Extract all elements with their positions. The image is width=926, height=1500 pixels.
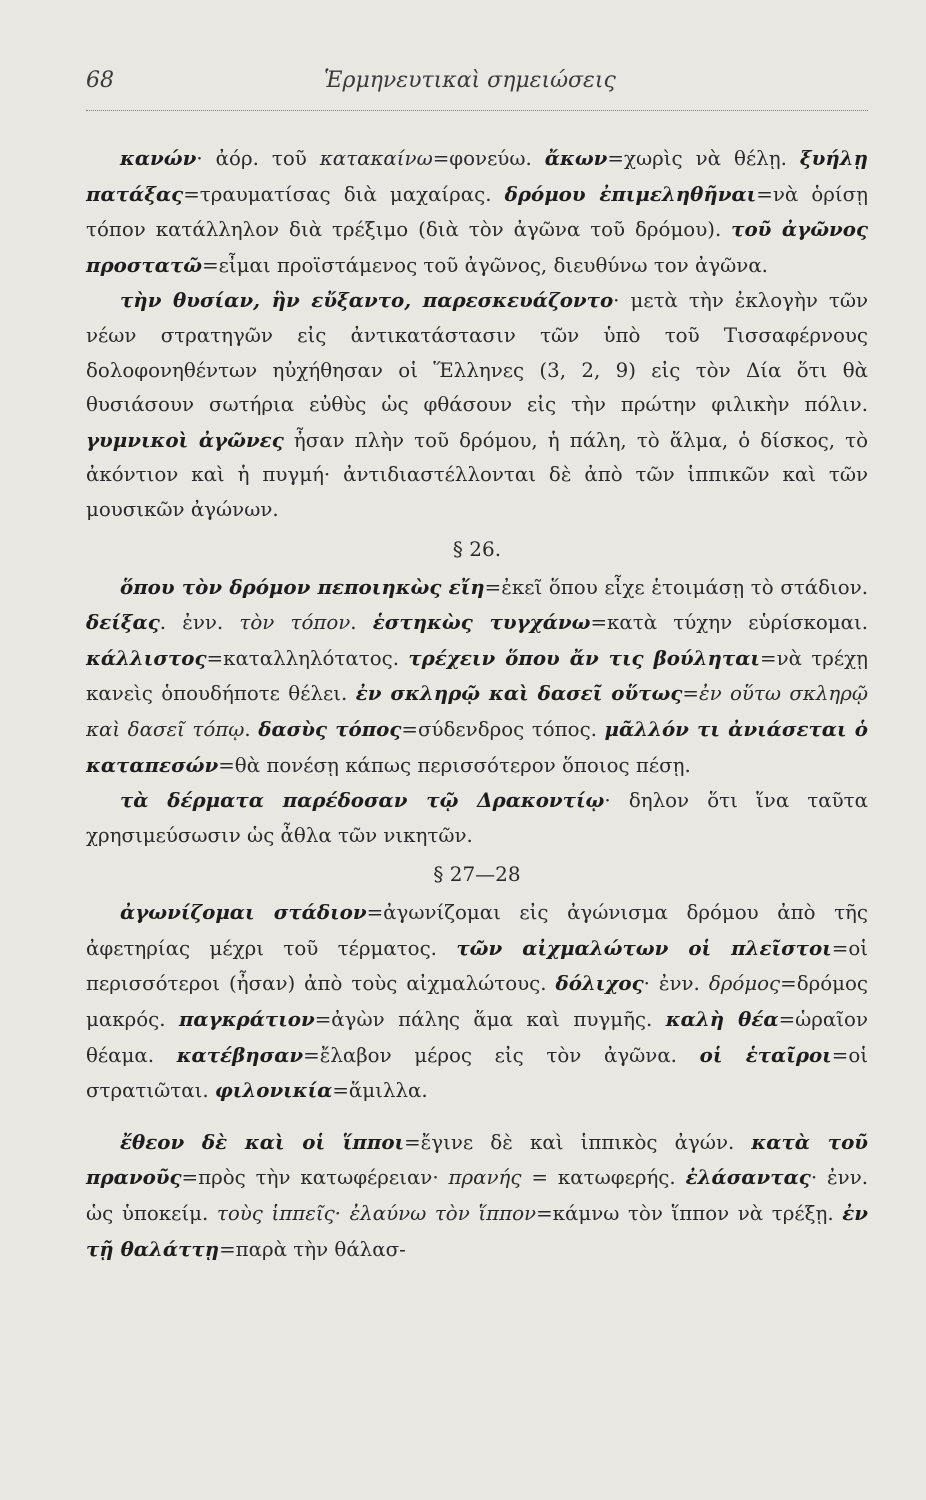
gloss-text: =παρὰ τὴν θάλασ- <box>219 1237 406 1261</box>
gloss-text: =νὰ τρέχῃ κανεὶς ὁπουδήποτε θέλει. <box>86 646 868 706</box>
gloss-text: · δηλον ὅτι ἵνα ταῦτα χρησιμεύσωσιν ὡς ἆθλα τῶν νικητῶν. <box>86 789 868 847</box>
section-heading: § 26. <box>452 536 502 561</box>
page-header <box>86 68 868 102</box>
glossed-term: δασὺς τόπος <box>258 716 402 741</box>
gloss-text: =θὰ πονέσῃ κάπως περισσότερον ὅποιος πέσῃ. <box>218 753 691 777</box>
glossed-term: τὰ δέρματα παρέδοσαν τῷ Δρακοντίῳ <box>120 788 605 813</box>
glossed-term: γυμνικοὶ ἀγῶνες <box>86 427 284 452</box>
gloss-text: =τραυματίσας διὰ μαχαίρας. <box>183 182 505 206</box>
glossed-term: δρόμου ἐπιμεληθῆναι <box>504 181 757 206</box>
paragraph <box>86 283 868 527</box>
italic-phrase: τοὺς ἱππεῖς· ἐλαύνω τὸν ἵππον <box>216 1202 537 1226</box>
gloss-text: =ἀγωνίζομαι εἰς ἀγώνισμα δρόμου ἀπὸ τῆς ἀφετηρίας μέχρι τοῦ τέρματος. <box>86 901 868 960</box>
gloss-text: =ἐκεῖ ὅπου εἶχε ἑτοιμάσῃ τὸ στάδιον. <box>484 575 869 599</box>
glossed-term: τῶν αἰχμαλώτων οἱ πλεῖστοι <box>456 935 832 960</box>
gloss-text: =ἅμιλλα. <box>332 1079 428 1103</box>
gloss-text: =καταλληλότατος. <box>206 646 409 670</box>
gloss-text: · ἐνν. ὡς ὑποκείμ. <box>86 1166 869 1226</box>
header-rule <box>86 110 868 111</box>
gloss-text: · ἐνν. <box>643 972 709 996</box>
body-text <box>86 141 868 1267</box>
gloss-text: =νὰ ὁρίσῃ τόπον κατάλληλον διὰ τρέξιμο (διὰ τὸν ἀγῶνα τοῦ δρόμου). <box>86 182 868 242</box>
glossed-term: ἐν τῇ θαλάττῃ <box>86 1201 869 1261</box>
glossed-term: ἐν σκληρῷ καὶ δασεῖ οὕτως <box>355 681 683 706</box>
gloss-text: =πρὸς τὴν κατωφέρειαν· <box>181 1166 449 1190</box>
glossed-term: κανών <box>120 146 197 170</box>
glossed-term: τοῦ ἀγῶνος προστατῶ <box>86 217 868 277</box>
paragraph <box>86 895 868 1109</box>
gloss-text: =σύδενδρος τόπος. <box>401 717 605 741</box>
running-title: Ἑρμηνευτικαὶ σημειώσεις <box>324 68 616 93</box>
glossed-term: μᾶλλόν τι ἀνιάσεται ὁ καταπεσών <box>86 716 868 777</box>
section-heading: § 27—28 <box>433 862 521 887</box>
paragraph <box>86 1125 868 1267</box>
glossed-term: ξυήλῃ πατάξας <box>86 146 868 206</box>
glossed-term: ὅπου τὸν δρόμον πεποιηκὼς εἴη <box>120 574 485 599</box>
paragraph <box>86 570 868 784</box>
gloss-text: =κάμνω τὸν ἵππον νὰ τρέξῃ. <box>536 1202 843 1226</box>
paragraph <box>86 783 868 853</box>
gloss-text: =εἶμαι προϊστάμενος τοῦ ἀγῶνος, διευθύνω τον ἀγῶνα. <box>202 253 768 277</box>
glossed-term: κατέβησαν <box>176 1042 304 1067</box>
gloss-text: =δρόμος μακρός. <box>86 972 868 1032</box>
italic-phrase: πρανής <box>448 1166 522 1190</box>
gloss-text: =χωρὶς νὰ θέλῃ. <box>607 147 800 170</box>
glossed-term: φιλονικία <box>214 1078 333 1103</box>
gloss-text: =φονεύω. <box>432 147 545 170</box>
italic-phrase: δρόμος <box>708 972 781 996</box>
gloss-text: = <box>682 682 699 706</box>
glossed-term: ἔθεον δὲ καὶ οἱ ἵπποι <box>120 1129 405 1154</box>
glossed-term: καλὴ θέα <box>665 1007 779 1032</box>
gloss-text: =οἱ περισσότεροι (ἦσαν) ἀπὸ τοὺς αἰχμαλώτους. <box>86 936 869 996</box>
glossed-term: ἐλάσαντας <box>685 1165 811 1190</box>
gloss-text: · ἀόρ. τοῦ <box>196 147 320 170</box>
glossed-term: ἑστηκὼς τυγχάνω <box>372 610 591 635</box>
gloss-text: . <box>350 611 373 635</box>
gloss-text: =ἀγὼν πάλης ἅμα καὶ πυγμῆς. <box>314 1008 666 1032</box>
gloss-text: . ἐνν. <box>159 611 240 635</box>
paragraph <box>86 141 868 283</box>
italic-phrase: τὸν τόπον <box>239 611 351 635</box>
glossed-term: κατὰ τοῦ πρανοῦς <box>86 1129 868 1190</box>
glossed-term: τὴν θυσίαν, ἣν εὔξαντο, παρεσκευάζοντο <box>120 288 614 313</box>
gloss-text: =ὡραῖον θέαμα. <box>86 1008 868 1067</box>
glossed-term: οἱ ἑταῖροι <box>699 1042 832 1067</box>
glossed-term: δόλιχος <box>555 971 644 996</box>
glossed-term: τρέχειν ὅπου ἄν τις βούληται <box>408 645 760 670</box>
gloss-text: =οἱ στρατιῶται. <box>86 1043 868 1103</box>
glossed-term: ἄκων <box>544 146 608 170</box>
glossed-term: παγκράτιον <box>178 1007 315 1032</box>
gloss-text: =κατὰ τύχην εὑρίσκομαι. <box>590 611 868 635</box>
gloss-text: = κατωφερής. <box>521 1166 686 1190</box>
gloss-text: =ἔγινε δὲ καὶ ἱππικὸς ἀγών. <box>404 1130 752 1154</box>
glossed-term: ἀγωνίζομαι στάδιον <box>120 900 367 925</box>
gloss-text: ἦσαν πλὴν τοῦ δρόμου, ἡ πάλη, τὸ ἅλμα, ὁ δίσκος, τὸ ἀκόντιον καὶ ἡ πυγμή· ἀντιδιαστέλλονται δὲ ἀπὸ τῶν ἱππικῶν καὶ τῶν μουσικῶν ἀγώνων. <box>86 428 868 521</box>
italic-phrase: κατακαίνω <box>319 147 433 170</box>
gloss-text: =ἔλαβον μέρος εἰς τὸν ἀγῶνα. <box>303 1043 700 1067</box>
gloss-text: . <box>244 717 259 741</box>
italic-phrase: ἐν οὕτω σκληρῷ καὶ δασεῖ τόπῳ <box>86 682 868 741</box>
page-number: 68 <box>86 68 114 93</box>
glossed-term: δείξας <box>86 610 160 635</box>
gloss-text: · μετὰ τὴν ἐκλογὴν τῶν νέων στρατηγῶν εἰς ἀντικατάστασιν τῶν ὑπὸ τοῦ Τισσαφέρνους δολοφονηθέντων ηὐχήθησαν οἱ Ἕλληνες (3, 2, 9) εἰς τὸν Δία ὅτι θὰ θυσιάσουν σωτήρια εὐθὺς ὡς φθάσουν εἰς τὴν πρώτην φιλικὴν πόλιν. <box>86 289 868 417</box>
glossed-term: κάλλιστος <box>86 645 207 670</box>
